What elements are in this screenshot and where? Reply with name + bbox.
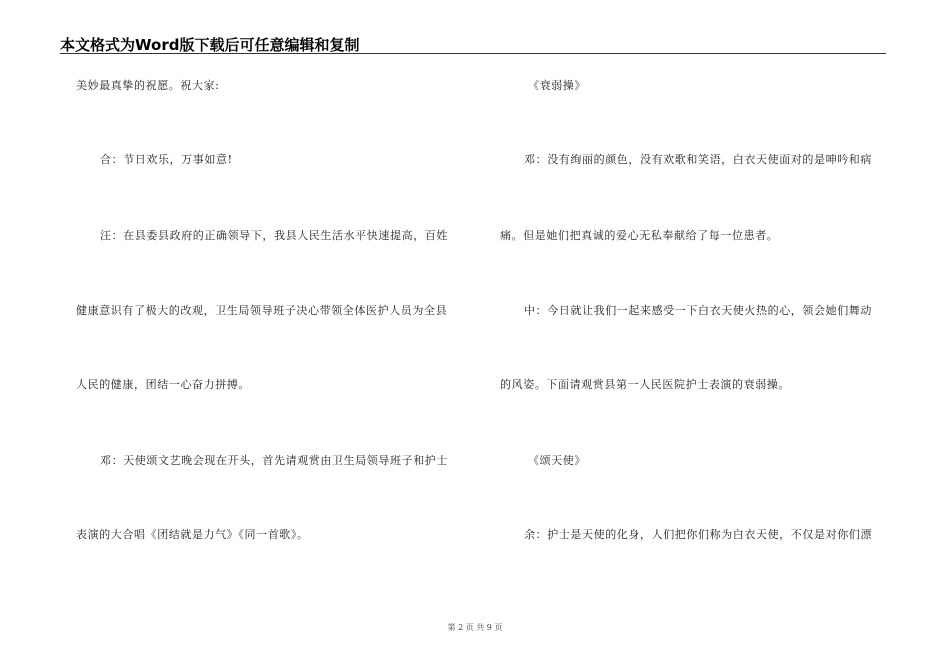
right-line-5: 的风姿。下面请观赏县第一人民医院护士表演的衰弱操。: [500, 378, 790, 391]
right-line-4: 中：今日就让我们一起来感受一下白衣天使火热的心，领会她们舞动: [524, 304, 872, 317]
left-line-5: 人民的健康，团结一心奋力拼搏。: [76, 378, 250, 391]
left-line-1: 美妙最真挚的祝愿。祝大家:: [76, 79, 220, 92]
left-line-4: 健康意识有了极大的改观，卫生局领导班子决心带领全体医护人员为全县: [76, 304, 448, 317]
right-column: [500, 0, 886, 620]
left-column: [76, 0, 466, 620]
left-line-6: 邓：天使颂文艺晚会现在开头，首先请观赏由卫生局领导班子和护士: [100, 454, 448, 467]
right-line-1: 《衰弱操》: [528, 79, 586, 92]
right-line-2: 邓：没有绚丽的颜色，没有欢歌和笑语，白衣天使面对的是呻吟和病: [524, 153, 872, 166]
right-line-7: 余：护士是天使的化身，人们把你们称为白衣天使，不仅是对你们漂: [524, 528, 872, 541]
document-header-title: 本文格式为Word版下载后可任意编辑和复制: [60, 36, 360, 54]
right-line-6: 《颂天使》: [528, 454, 586, 467]
page-number-footer: 第 2 页 共 9 页: [447, 623, 503, 632]
left-line-2: 合：节日欢乐，万事如意!: [100, 153, 233, 166]
left-line-7: 表演的大合唱《团结就是力气》《同一首歌》。: [76, 528, 309, 541]
right-line-3: 痛。但是她们把真诚的爱心无私奉献给了每一位患者。: [500, 229, 779, 242]
left-line-3: 汪：在县委县政府的正确领导下，我县人民生活水平快速提高，百姓: [100, 229, 448, 242]
